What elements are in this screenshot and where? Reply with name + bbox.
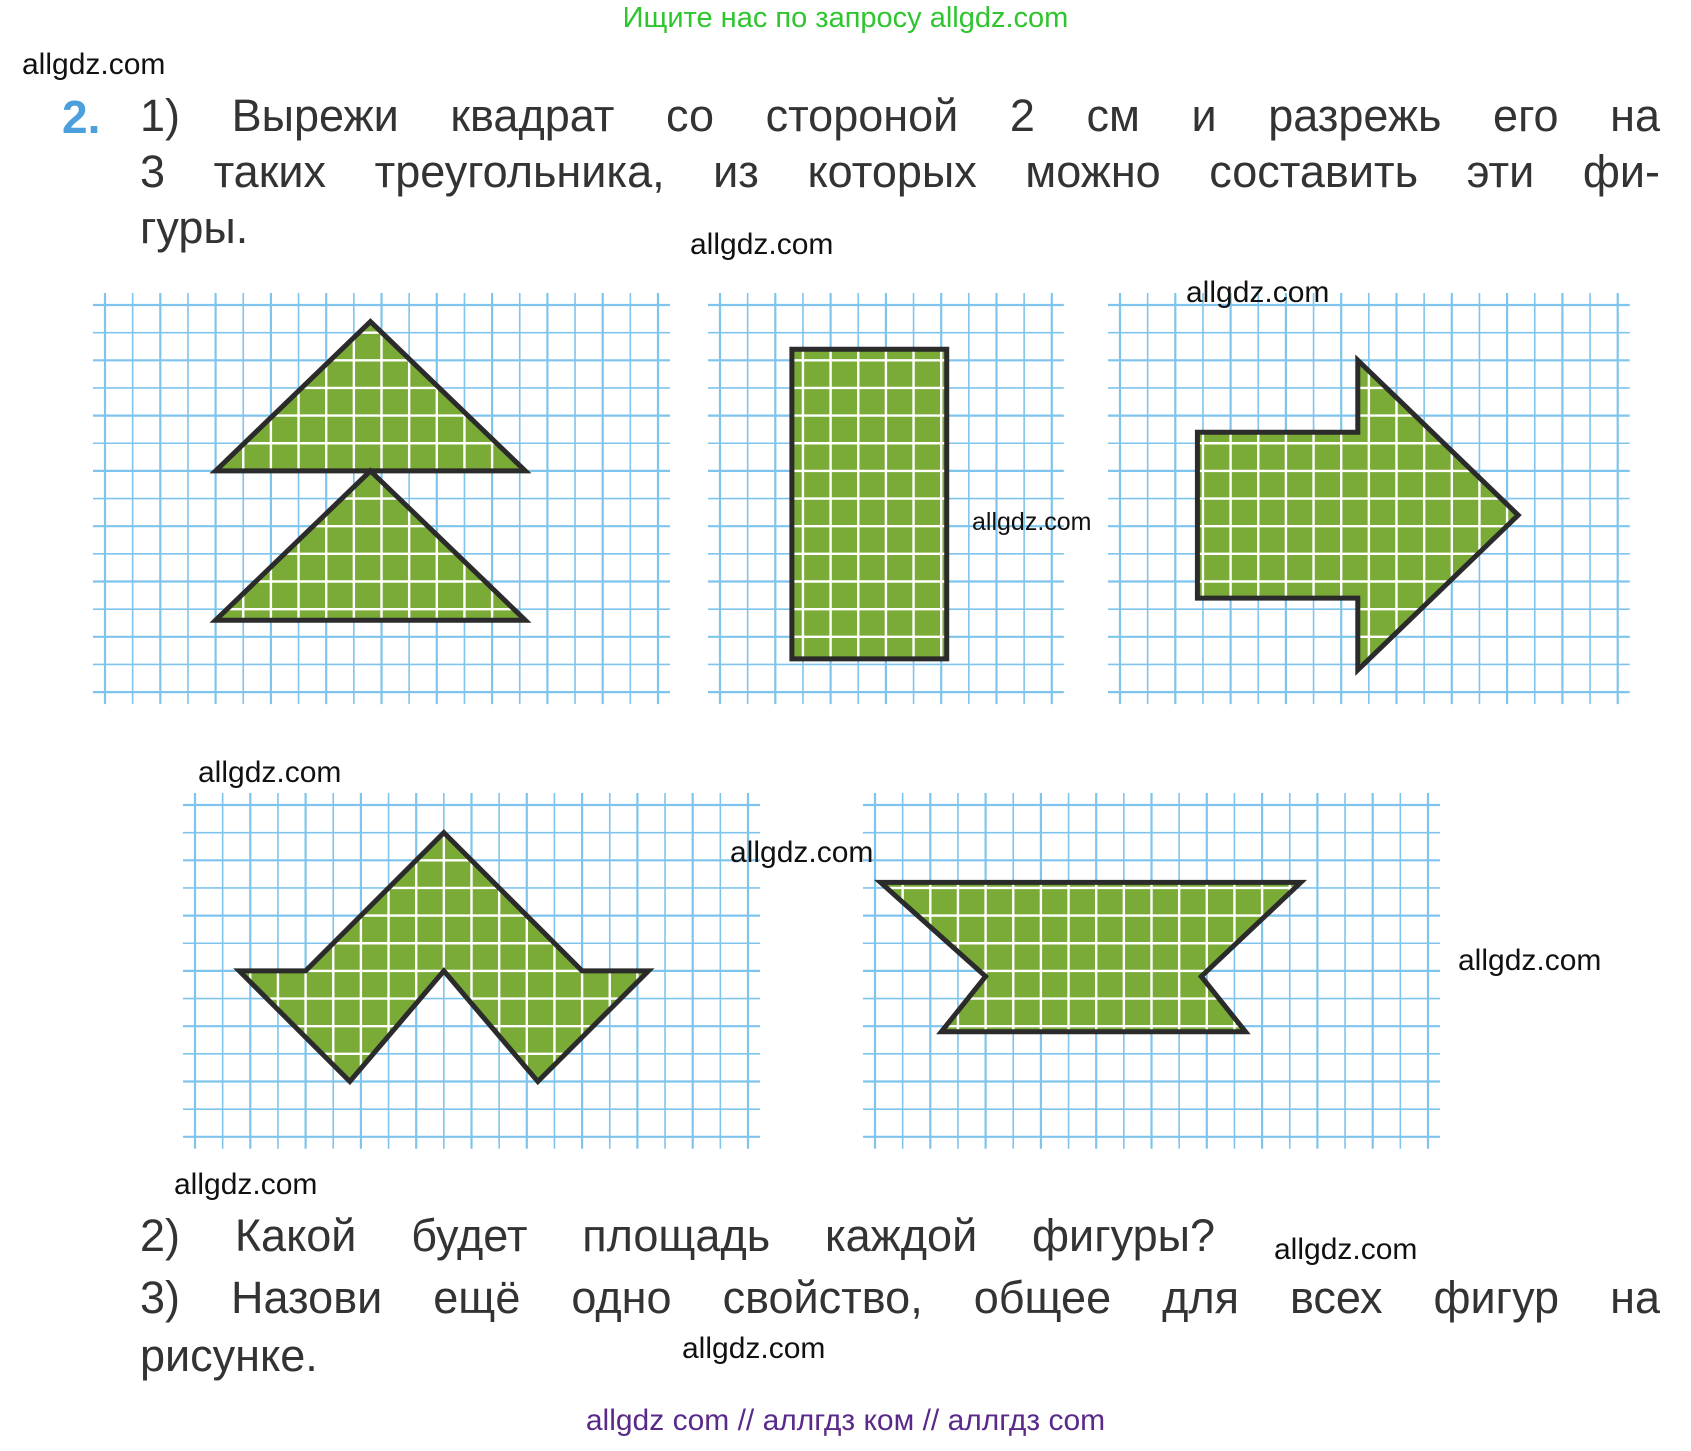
task-part2: 2) Какой будет площадь каждой фигуры? <box>140 1210 1215 1261</box>
figure-two-triangles <box>100 300 660 750</box>
watermark: allgdz.com <box>22 48 166 81</box>
watermark: allgdz.com <box>972 508 1092 536</box>
figure-chevron <box>190 800 750 1140</box>
watermark: allgdz.com <box>1458 944 1602 977</box>
watermark: allgdz.com <box>198 756 342 789</box>
watermark: allgdz.com <box>730 836 874 869</box>
task-part3-line1: 3) Назови ещё одно свойство, общее для всех фигур на <box>140 1272 1660 1323</box>
top-banner[interactable]: Ищите нас по запросу allgdz.com <box>622 2 1069 34</box>
task-part1-line2: 3 таких треугольника, из которых можно составить эти фи- <box>140 146 1660 197</box>
figure-arrow <box>1115 300 1635 750</box>
watermark: allgdz.com <box>1186 276 1330 309</box>
figure-bowtie-band <box>870 800 1430 1140</box>
bottom-banner[interactable]: allgdz com // аллгдз ком // аллгдз com <box>585 1404 1106 1437</box>
watermark: allgdz.com <box>682 1332 826 1365</box>
task-part1-line1: 1) Вырежи квадрат со стороной 2 см и разрежь его на <box>140 90 1660 141</box>
watermark: allgdz.com <box>1274 1233 1418 1266</box>
task-number: 2. <box>62 91 101 143</box>
watermark: allgdz.com <box>690 228 834 261</box>
task-part3-line2: рисунке. <box>140 1330 318 1381</box>
watermark: allgdz.com <box>174 1168 318 1201</box>
task-part1-line3: гуры. <box>140 202 249 253</box>
